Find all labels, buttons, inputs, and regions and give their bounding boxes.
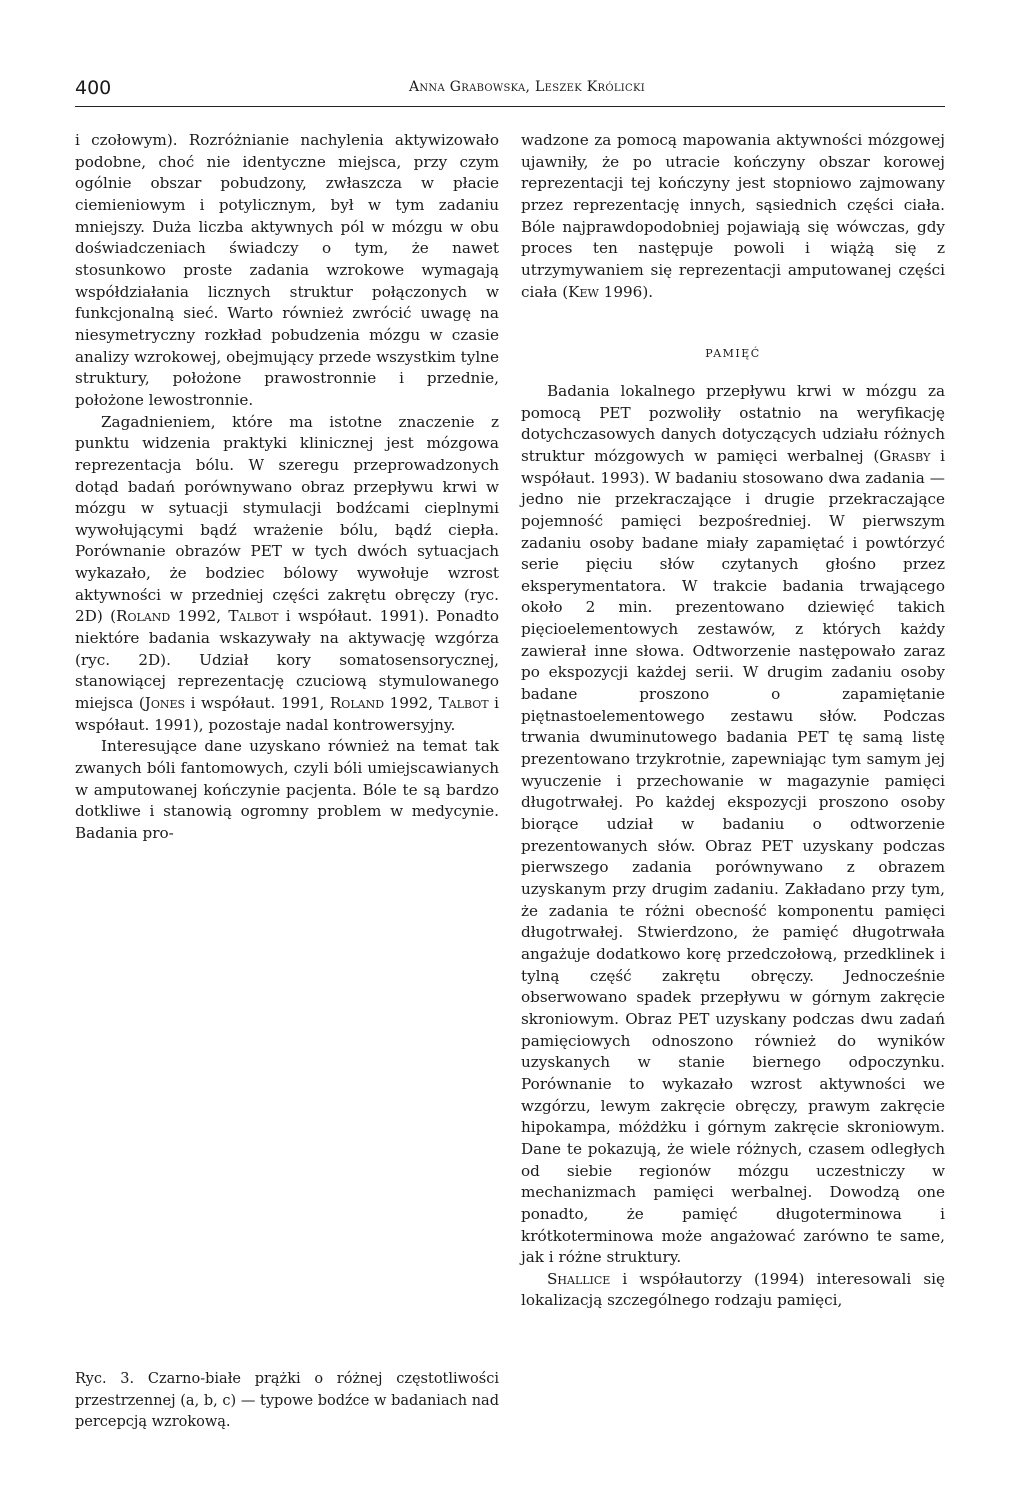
text-run: i współaut. 1991,: [185, 694, 330, 713]
paragraph-text: Interesujące dane uzyskano również na temat tak zwanych bóli fantomowych, czyli bóli umiejscawianych w amputowanej kończynie pacjenta. Bóle te są bardzo dotkliwe i stanowią ogromny problem w medycynie. Badania pro-: [75, 737, 499, 842]
text-run: i współautorzy (1994) interesowali się lokalizacją szczególnego rodzaju pamięci,: [521, 1269, 945, 1310]
citation-author: Grasby: [879, 446, 931, 465]
figure-placeholder: [75, 960, 499, 1360]
paragraph: [521, 1269, 945, 1312]
text-run: Zagadnieniem, które ma istotne znaczenie z punktu widzenia praktyki klinicznej jest mózgowa reprezentacja bólu. W szeregu przeprowadzonych dotąd badań porównywano obraz przepływu krwi w mózgu w sytuacji stymulacji bodźcami cieplnymi wywołującymi bądź wrażenie bólu, bądź ciepła. Porównanie obrazów PET w tych dwóch sytuacjach wykazało, że bodziec bólowy wywołuje wzrost aktywności w przedniej części zakrętu obręczy (ryc. 2D) (: [75, 412, 499, 626]
paragraph-text: i czołowym). Rozróżnianie nachylenia aktywizowało podobne, choć nie identyczne miejsca, przy czym ogólnie obszar pobudzony, zwłaszcza w płacie ciemieniowym i potylicznym, był w tym zadaniu mniejszy. Duża liczba aktywnych pól w mózgu w obu doświadczeniach świadczy o tym, że nawet stosunkowo proste zadania wzrokowe wymagają współdziałania licznych struktur połączonych w funkcjonalną sieć. Warto również zwrócić uwagę na niesymetryczny rozkład pobudzenia mózgu w czasie analizy wzrokowej, obejmujący przede wszystkim tylne struktury, położone prawostronnie i przednie, położone lewostronnie.: [75, 131, 499, 409]
text-run: Badania lokalnego przepływu krwi w mózgu za pomocą PET pozwoliły ostatnio na weryfikację dotychczasowych danych dotyczących udziału różnych struktur mózgowych w pamięci werbalnej (: [521, 381, 945, 465]
text-run: i współaut. 1991). Ponadto niektóre badania wskazywały na aktywację wzgórza (ryc. 2D). Udział kory somatosensorycznej, stanowiącej reprezentację czuciową stymulowanego miejsca (: [75, 607, 499, 713]
citation-author: Roland: [329, 694, 385, 713]
paragraph: [75, 130, 499, 412]
paragraph: [521, 130, 945, 303]
citation-author: Jones: [144, 694, 186, 713]
text-run: 1992,: [170, 607, 229, 626]
running-head: [75, 76, 945, 107]
paragraph: [521, 381, 945, 1269]
text-run: 1996).: [598, 282, 654, 301]
citation-author: Kew: [568, 282, 599, 301]
section-heading: PAMIĘĆ: [705, 347, 761, 361]
citation-author: Shallice: [547, 1269, 611, 1288]
figure-caption: Ryc. 3. Czarno-białe prążki o różnej częstotliwości przestrzennej (a, b, c) — typowe bodźce w badaniach nad percepcją wzrokową.: [75, 1371, 499, 1430]
left-column: [75, 130, 499, 845]
text-run: wadzone za pomocą mapowania aktywności mózgowej ujawniły, że po utracie kończyny obszar korowej reprezentacji tej kończyny jest stopniowo zajmowany przez reprezentację innych, sąsiednich części ciała. Bóle najprawdopodobniej pojawiają się wówczas, gdy proces ten następuje powoli i wiążą się z utrzymywaniem się reprezentacji amputowanej części ciała (: [521, 131, 945, 301]
citation-author: Talbot: [438, 694, 489, 713]
paragraph: [75, 412, 499, 737]
right-column: [521, 130, 945, 1312]
text-run: 1992,: [384, 694, 439, 713]
page-number: 400: [75, 77, 112, 99]
text-run: i współaut. 1993). W badaniu stosowano dwa zadania — jedno nie przekraczające i drugie przekraczające pojemność pamięci bezpośredniej. W pierwszym zadaniu osoby badane miały zapamiętać i powtórzyć serie pięciu słów czytanych głośno przez eksperymentatora. W trakcie badania trwającego około 2 min. prezentowano dziewięć takich pięcioelementowych zestawów, z których każdy zawierał inne słowa. Odtworzenie następowało zaraz po ekspozycji każdej serii. W drugim zadaniu osoby badane proszono o zapamiętanie piętnastoelementowego zestawu słów. Podczas trwania dwuminutowego badania PET tę samą listę prezentowano trzykrotnie, zapewniając tym samym jej wyuczenie i przechowanie w magazynie pamięci długotrwałej. Po każdej ekspozycji proszono osoby biorące udział w badaniu o odtworzenie prezentowanych słów. Obraz PET uzyskany podczas pierwszego zadania porównywano z obrazem uzyskanym przy drugim zadaniu. Zakładano przy tym, że zadania te różni obecność komponentu pamięci długotrwałej. Stwierdzono, że pamięć długotrwała angażuje dodatkowo korę przedczołową, przedklinek i tylną część zakrętu obręczy. Jednocześnie obserwowano spadek przepływu w górnym zakręcie skroniowym. Obraz PET uzyskany podczas dwu zadań pamięciowych odnoszono również do wyników uzyskanych w stanie biernego odpoczynku. Porównanie to wykazało wzrost aktywności we wzgórzu, lewym zakręcie obręczy, prawym zakręcie hipokampa, móżdżku i górnym zakręcie skroniowym. Dane te pokazują, że wiele różnych, czasem odległych od siebie regionów mózgu uczestniczy w mechanizmach pamięci werbalnej. Dowodzą one ponadto, że pamięć długoterminowa i krótkoterminowa może angażować zarówno te same, jak i różne struktury.: [521, 446, 945, 1267]
text-run: i współaut. 1991), pozostaje nadal kontrowersyjny.: [75, 694, 499, 734]
citation-author: Roland: [116, 607, 171, 626]
paragraph: [75, 736, 499, 844]
citation-author: Talbot: [228, 607, 279, 626]
running-head-authors: Anna Grabowska, Leszek Królicki: [408, 79, 645, 95]
